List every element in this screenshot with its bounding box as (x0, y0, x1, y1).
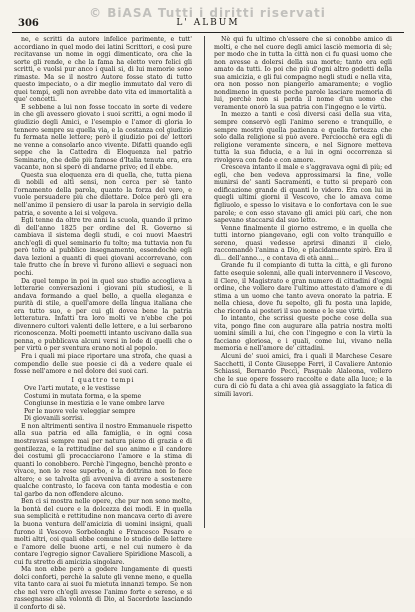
paragraph: Cresceva intanto il male e s'aggravava ogni dì più; ed egli, che ben vedeva approssimarsi la fine, volle munirsi de' santi Sacramenti, e tutto si preparò con edificazione grande di quanti lo videro. Era con lui in quegli ultimi giorni il Vescovo, che lo amava come figliuolo, e spesso lo visitava e lo confortava con le sue parole; e con esso stavano gli amici più cari, che non sapevano staccarsi dal suo letto. (214, 164, 392, 225)
running-title: L' ALBUM (176, 18, 240, 28)
verse-line: Congiunse in mestizia e le vane ombre larve (24, 400, 165, 408)
paragraph: E sebbene a lui non fosse toccato in sorte di vedere in che gli avessero giovato i suoi scritti, a ogni modo il giudizio degli Amici, e l'esempio e l'amor di gloria lo tennero sempre su quella via, e la costanza col giudizio fu fermata nelle lettere; però il giudizio poi de' lettori ne venne a consolarlo anco vivente. Difatti quando egli seppe che la Cattedra di Eloquenza nel patrio Seminario, che delle più famose d'Italia tenuta era, era vacante, non si sperò di andarne privo; ed il ebbe. (14, 103, 192, 172)
watermark: © BiASA Tutti i diritti riservati (89, 6, 326, 20)
paragraph: Ma non ebbe però a godere lungamente di questi dolci conforti, perchè la salute gli venne meno, e quella vita tanto cara ai suoi fu mietuta innanzi tempo. Se non che nel vero ch'egli avesse l'animo forte e sereno, e si rassegnasse alla volontà di Dio, al Sacerdote lasciando il conforto di sè. (14, 566, 192, 612)
poem-title: I quattro tempi (71, 376, 135, 384)
paragraph: Venne finalmente il giorno estremo, e in quella che tutti intorno piangevano, egli con volto tranquillo e sereno, quasi vedesse aprirsi dinanzi il cielo, raccomandò l'anima a Dio, e placidamente spirò. Era il dì... dell'anno..., e contava di età anni... (214, 224, 392, 262)
verse-line: Di giovanili sorrisi. (24, 415, 85, 423)
verse-line: Per le nuove vele veleggiar sempre (24, 407, 136, 415)
left-text-column (14, 36, 192, 612)
paragraph: Nè qui fu ultimo ch'essere che si conobbe amico di molti, e che nel cuore degli amici lasciò memoria di sè; per modo che in tutta la città non ci fu quasi uomo che non avesse a dolersi della sua morte; tanto era egli amato da tutti. Io poi che più d'ogni altro godetti della sua amicizia, e gli fui compagno negli studi e nella vita, ora non posso non piangerlo amaramente; e voglio nondimeno in queste poche parole lasciare memoria di lui, perchè non si perda il nome d'un uomo che veramente onorò la sua patria con l'ingegno e le virtù. (214, 36, 392, 111)
right-text-column (214, 36, 392, 528)
verse-line: Costumi in mutata forma, e la speme (24, 392, 142, 400)
paragraph: Alcuni de' suoi amici, fra i quali il Marchese Cesare Sacchetti, il Conte Giuseppe Ferri, il Cavaliere Antonio Schiassi, Bernardo Pecci, Pasquale Alaleona, vollero che le sue opere fossero raccolte e date alla luce; e la cura di ciò fu data a chi avea già assaggiato la fatica di simili lavori. (214, 352, 392, 398)
paragraph: E non altrimenti sentiva il nostro Emmanuele rispetto alla sua patria ed alla famiglia, e in ogni cosa mostravasi sempre mai per natura pieno di grazia e di gentilezza, e la rettitudine del suo animo e il candore dei costumi gli procacciarono l'amore e la stima di quanti lo conobbero. Perchè l'ingegno, benchè pronto e vivace, non lo rese superbo, e la dottrina non lo fece altero; e se talvolta gli avveniva di avere a sostenere qualche contrasto, lo faceva con tanta modestia e con tal garbo da non offendere alcuno. (14, 422, 192, 498)
paragraph: Questa sua eloquenza era di quella, che, tutta piena di nobili ed alti sensi, non cerca per sè tanto l'ornamento della parola, quanto la forza del vero, e vuole persuadere più che dilettare. Dolce però gli era nell'animo il pensiero di usar la parola in servigio della patria, e sovente a lei si volgeva. (14, 171, 192, 217)
page-number: 306 (18, 18, 39, 29)
paragraph: Grande fu il compianto di tutta la città, e gli furono fatte esequie solenni, alle quali intervennero il Vescovo, il Clero, il Magistrato e gran numero di cittadini d'ogni ordine, che vollero dare l'ultimo attestato d'amore e di stima a un uomo che tanto aveva onorato la patria. E nella chiesa, dove fu sepolto, gli fu posta una lapide, che ricorda ai posteri il suo nome e le sue virtù. (214, 262, 392, 315)
column-divider (204, 36, 205, 528)
paragraph: Egli tenne da oltre tre anni la scuola, quando il primo dì dell'anno 1825 per ordine del R. Governo si cambiava il sistema degli studi, e coi nuovi Maestri anch'egli di quel seminario fu tolto; ma tuttavia non fu però tolto al pubblico insegnamento, essendochè egli dava lezioni a quanti di quei giovani accorrevano, con tale frutto che in breve vi furono allievi e seguaci non pochi. (14, 217, 192, 277)
paragraph: Da quel tempo in poi in quel suo studio accoglieva a letterarie conversazioni i giovani più studiosi, e li andava formando a quel bello, a quella eleganza e purità di stile, a quell'amore della lingua italiana che era tutto suo, e per cui gli dovea bene la patria letteratura. Infatti tra loro molti ve n'ebbe che poi divennero cultori valenti delle lettere, e a lui serbarono riconoscenza. Molti poemetti intanto uscivano dalla sua penna, e pubblicava alcuni versi in lode di quelli che o per virtù o per sventura erano noti al popolo. (14, 277, 192, 353)
page-header (12, 18, 404, 33)
paragraph: Fra i quali mi piace riportare una strofa, che quasi a compendio delle sue poesie ci dà a vedere quale ei fosse nell'amore e nel dolore dei suoi cari. (14, 352, 192, 376)
paragraph: In mezzo a tanti e così diversi casi della sua vita, sempre conservò egli l'animo sereno e tranquillo, e sempre mostrò quella pazienza e quella fortezza che solo dalla religione si può avere. Perciocchè era egli di religione veramente sincera, e nel Signore metteva tutta la sua fiducia, e a lui in ogni occorrenza si rivolgeva con fede e con amore. (214, 111, 392, 164)
paragraph: Ben ci si mostra nelle opere, che pur non sono molte, la bontà del cuore e la dolcezza dei modi. E in quella sua semplicità e rettitudine non mancava certo di avere la buona ventura dell'amicizia di uomini insigni, quali furono il Vescovo Sorbolonghi e Francesco Pesaro e molti altri, coi quali ebbe comune lo studio delle lettere e l'amore delle buone arti, e nel cui numero è da contare l'egregio signor Cavaliere Spiridione Mascoli, a cui fu stretto di amicizia singolare. (14, 498, 192, 566)
paragraph: Io intanto, che scrissi queste poche cose della sua vita, pongo fine con augurare alla patria nostra molti uomini simili a lui, che con l'ingegno e con la virtù la facciano gloriosa, e i quali, come lui, vivano nella memoria e nell'amore de' cittadini. (214, 315, 392, 353)
paragraph: ne, e scritti da autore infelice parimente, e tutt' accordiano in quel modo dei latini Scrittori, e così pure recitavanse un nome in oggi dimenticato, ora che la sorte gli rende, e che la fama ha eletto vero felici gli scritti, e vuolsi pur anco i quali si, di lui memorie sono rimaste. Ma se il nostro Autore fosse stato di tutto questo impeciato, o a dir meglio immutato dal vero di quei tempi, egli non avrebbe dato vita ed immortalità a que' concetti. (14, 36, 192, 104)
verse-line: Ove l'arti mutate, e le vestisse (24, 385, 121, 393)
